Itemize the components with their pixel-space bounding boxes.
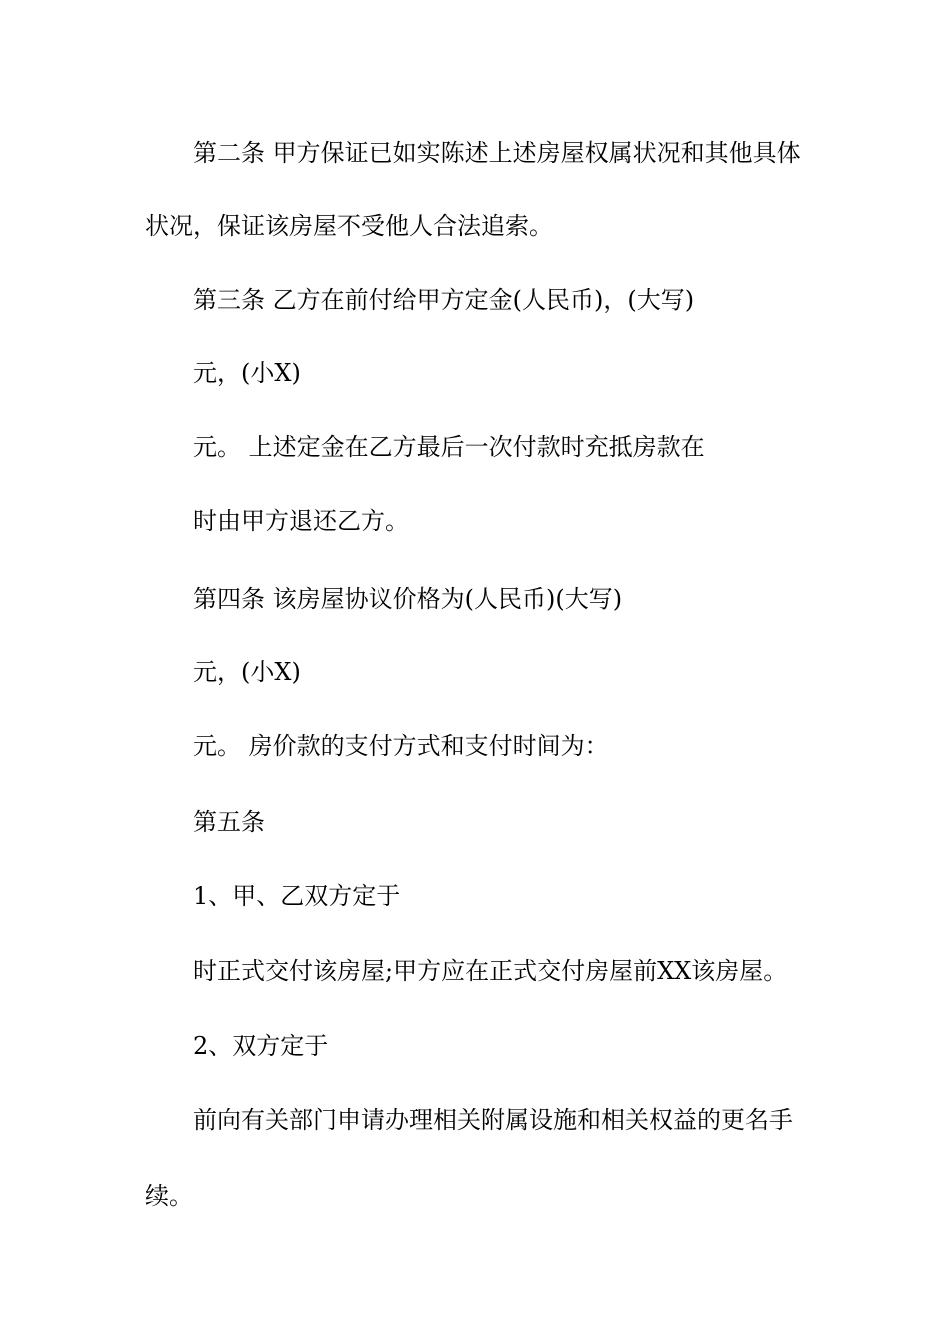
article-4-line-3: 元。 房价款的支付方式和支付时间为： bbox=[193, 732, 609, 760]
article-5-item-1-line-2: 时正式交付该房屋;甲方应在正式交付房屋前XX该房屋。 bbox=[193, 957, 788, 985]
article-5-item-1-line-1: 1、甲、乙双方定于 bbox=[193, 882, 401, 910]
article-5-item-2-line-3: 续。 bbox=[145, 1182, 193, 1210]
article-4-line-2: 元，(小X) bbox=[193, 658, 301, 686]
article-3-line-4: 时由甲方退还乙方。 bbox=[193, 507, 409, 535]
article-4-line-1: 第四条 该房屋协议价格为(人民币)(大写) bbox=[193, 585, 623, 613]
article-5-item-2-line-2: 前向有关部门申请办理相关附属设施和相关权益的更名手 bbox=[193, 1106, 793, 1134]
article-2-line-2: 状况，保证该房屋不受他人合法追索。 bbox=[145, 212, 553, 240]
article-3-line-1: 第三条 乙方在前付给甲方定金(人民币)，(大写) bbox=[193, 286, 695, 314]
article-3-line-3: 元。 上述定金在乙方最后一次付款时充抵房款在 bbox=[193, 433, 705, 461]
article-5-heading: 第五条 bbox=[193, 808, 265, 836]
article-2-line-1: 第二条 甲方保证已如实陈述上述房屋权属状况和其他具体 bbox=[193, 139, 801, 167]
article-3-line-2: 元，(小X) bbox=[193, 359, 301, 387]
article-5-item-2-line-1: 2、双方定于 bbox=[193, 1032, 329, 1060]
